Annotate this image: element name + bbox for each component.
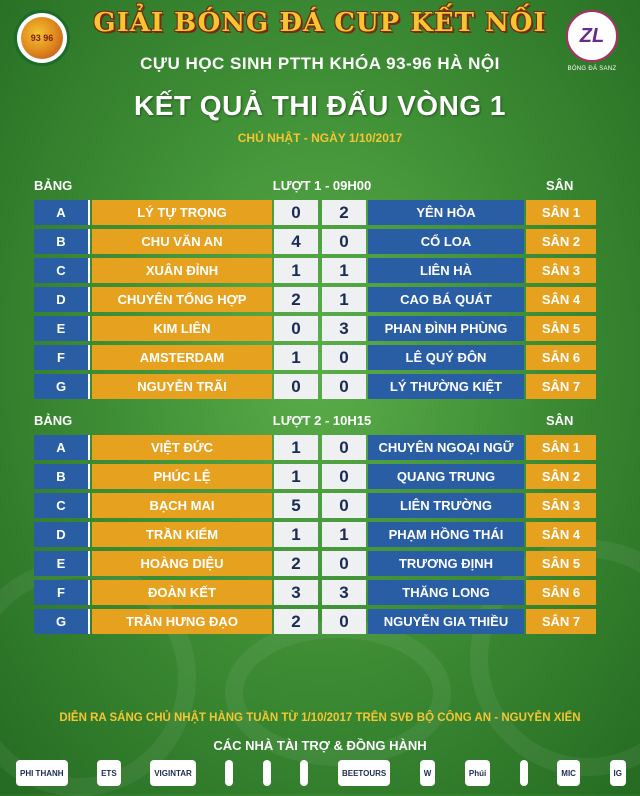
sponsor-logo (263, 760, 271, 786)
group-cell: B (34, 464, 90, 489)
match-row (0, 551, 640, 576)
home-score: 4 (274, 229, 318, 254)
sponsor-logo (520, 760, 528, 786)
home-team: KIM LIÊN (92, 316, 272, 341)
sponsor-logo-caption: BÓNG ĐÁ SANZ (567, 66, 617, 72)
match-date: CHỦ NHẬT - NGÀY 1/10/2017 (237, 131, 403, 145)
home-score: 1 (274, 435, 318, 460)
field-cell: SÂN 6 (526, 345, 596, 370)
away-score: 1 (322, 287, 366, 312)
field-cell: SÂN 3 (526, 258, 596, 283)
match-row (0, 258, 640, 283)
match-row (0, 374, 640, 399)
away-score: 0 (322, 229, 366, 254)
away-score: 1 (322, 522, 366, 547)
match-row (0, 609, 640, 634)
group-cell: C (34, 258, 90, 283)
sponsor-logo: PHI THANH (16, 760, 68, 786)
match-row (0, 435, 640, 460)
field-cell: SÂN 6 (526, 580, 596, 605)
group-column-header: BẢNG (34, 413, 73, 428)
sponsor-logo (225, 760, 233, 786)
match-row (0, 200, 640, 225)
away-team: TRƯƠNG ĐỊNH (368, 551, 524, 576)
away-score: 1 (322, 258, 366, 283)
match-row (0, 345, 640, 370)
match-row (0, 287, 640, 312)
home-team: LÝ TỰ TRỌNG (92, 200, 272, 225)
home-score: 2 (274, 551, 318, 576)
home-team: VIỆT ĐỨC (92, 435, 272, 460)
results-title: KẾT QUẢ THI ĐẤU VÒNG 1 (134, 90, 506, 121)
home-score: 1 (274, 522, 318, 547)
away-score: 3 (322, 316, 366, 341)
sponsor-logo: BEETOURS (338, 760, 390, 786)
field-cell: SÂN 1 (526, 435, 596, 460)
home-team: AMSTERDAM (92, 345, 272, 370)
home-score: 2 (274, 609, 318, 634)
away-team: THĂNG LONG (368, 580, 524, 605)
sponsor-logo: ETS (97, 760, 121, 786)
home-team: HOÀNG DIỆU (92, 551, 272, 576)
away-score: 2 (322, 200, 366, 225)
field-cell: SÂN 5 (526, 551, 596, 576)
home-score: 0 (274, 316, 318, 341)
field-cell: SÂN 2 (526, 464, 596, 489)
home-team: TRẦN HƯNG ĐẠO (92, 609, 272, 634)
sponsor-logo: MIC (557, 760, 580, 786)
field-cell: SÂN 2 (526, 229, 596, 254)
away-score: 3 (322, 580, 366, 605)
field-cell: SÂN 5 (526, 316, 596, 341)
away-team: CỔ LOA (368, 229, 524, 254)
group-cell: E (34, 316, 90, 341)
round-header (0, 413, 640, 433)
group-cell: A (34, 435, 90, 460)
field-cell: SÂN 7 (526, 609, 596, 634)
away-score: 0 (322, 551, 366, 576)
home-team: BẠCH MAI (92, 493, 272, 518)
sponsor-logo: IG (610, 760, 626, 786)
away-team: NGUYỄN GIA THIỀU (368, 609, 524, 634)
round-label: LƯỢT 2 - 10H15 (272, 413, 372, 428)
sponsors-bar (16, 758, 626, 788)
field-cell: SÂN 1 (526, 200, 596, 225)
home-team: TRẦN KIỂM (92, 522, 272, 547)
home-score: 1 (274, 464, 318, 489)
away-team: PHẠM HỒNG THÁI (368, 522, 524, 547)
group-cell: G (34, 374, 90, 399)
field-cell: SÂN 3 (526, 493, 596, 518)
group-cell: C (34, 493, 90, 518)
away-team: LIÊN HÀ (368, 258, 524, 283)
match-row (0, 316, 640, 341)
away-team: CAO BÁ QUÁT (368, 287, 524, 312)
away-score: 0 (322, 374, 366, 399)
home-team: PHÚC LỆ (92, 464, 272, 489)
sponsor-logo: W (420, 760, 436, 786)
match-row (0, 464, 640, 489)
group-cell: F (34, 580, 90, 605)
home-team: CHU VĂN AN (92, 229, 272, 254)
home-score: 5 (274, 493, 318, 518)
away-team: LÝ THƯỜNG KIỆT (368, 374, 524, 399)
group-cell: G (34, 609, 90, 634)
home-team: CHUYÊN TỔNG HỢP (92, 287, 272, 312)
field-column-header: SÂN (546, 413, 574, 428)
away-score: 0 (322, 435, 366, 460)
away-score: 0 (322, 464, 366, 489)
away-score: 0 (322, 345, 366, 370)
home-score: 0 (274, 200, 318, 225)
tournament-logo (14, 10, 70, 66)
home-team: NGUYỄN TRÃI (92, 374, 272, 399)
match-row (0, 580, 640, 605)
home-score: 1 (274, 258, 318, 283)
away-team: QUANG TRUNG (368, 464, 524, 489)
away-team: PHAN ĐÌNH PHÙNG (368, 316, 524, 341)
home-score: 1 (274, 345, 318, 370)
group-cell: D (34, 522, 90, 547)
group-cell: F (34, 345, 90, 370)
away-team: LÊ QUÝ ĐÔN (368, 345, 524, 370)
group-cell: B (34, 229, 90, 254)
away-team: YÊN HÒA (368, 200, 524, 225)
header (0, 0, 640, 80)
home-score: 0 (274, 374, 318, 399)
tournament-subtitle: CỰU HỌC SINH PTTH KHÓA 93-96 HÀ NỘI (140, 54, 500, 73)
field-cell: SÂN 4 (526, 522, 596, 547)
round-header (0, 178, 640, 198)
field-cell: SÂN 7 (526, 374, 596, 399)
sponsor-logo: Phúi (465, 760, 490, 786)
sponsors-heading: CÁC NHÀ TÀI TRỢ & ĐỒNG HÀNH (213, 738, 427, 753)
sponsor-logo: VIGINTAR (150, 760, 196, 786)
home-team: ĐOÀN KẾT (92, 580, 272, 605)
away-score: 0 (322, 609, 366, 634)
match-row (0, 229, 640, 254)
away-score: 0 (322, 493, 366, 518)
field-cell: SÂN 4 (526, 287, 596, 312)
group-cell: D (34, 287, 90, 312)
home-score: 3 (274, 580, 318, 605)
round-label: LƯỢT 1 - 09H00 (272, 178, 372, 193)
home-score: 2 (274, 287, 318, 312)
group-cell: A (34, 200, 90, 225)
sponsor-logo-sanz: ZL (566, 10, 618, 62)
tournament-title: GIẢI BÓNG ĐÁ CUP KẾT NỐI (93, 8, 547, 38)
schedule-note: DIỄN RA SÁNG CHỦ NHẬT HÀNG TUẦN TỪ 1/10/2017 TRÊN SVĐ BỘ CÔNG AN - NGUYỄN XIỂN (59, 712, 581, 724)
home-team: XUÂN ĐỈNH (92, 258, 272, 283)
sponsor-logo (300, 760, 308, 786)
away-team: CHUYÊN NGOẠI NGỮ (368, 435, 524, 460)
field-column-header: SÂN (546, 178, 574, 193)
match-row (0, 522, 640, 547)
away-team: LIÊN TRƯỜNG (368, 493, 524, 518)
match-row (0, 493, 640, 518)
group-cell: E (34, 551, 90, 576)
tournament-logo-text: 93 96 (21, 17, 63, 59)
group-column-header: BẢNG (34, 178, 73, 193)
